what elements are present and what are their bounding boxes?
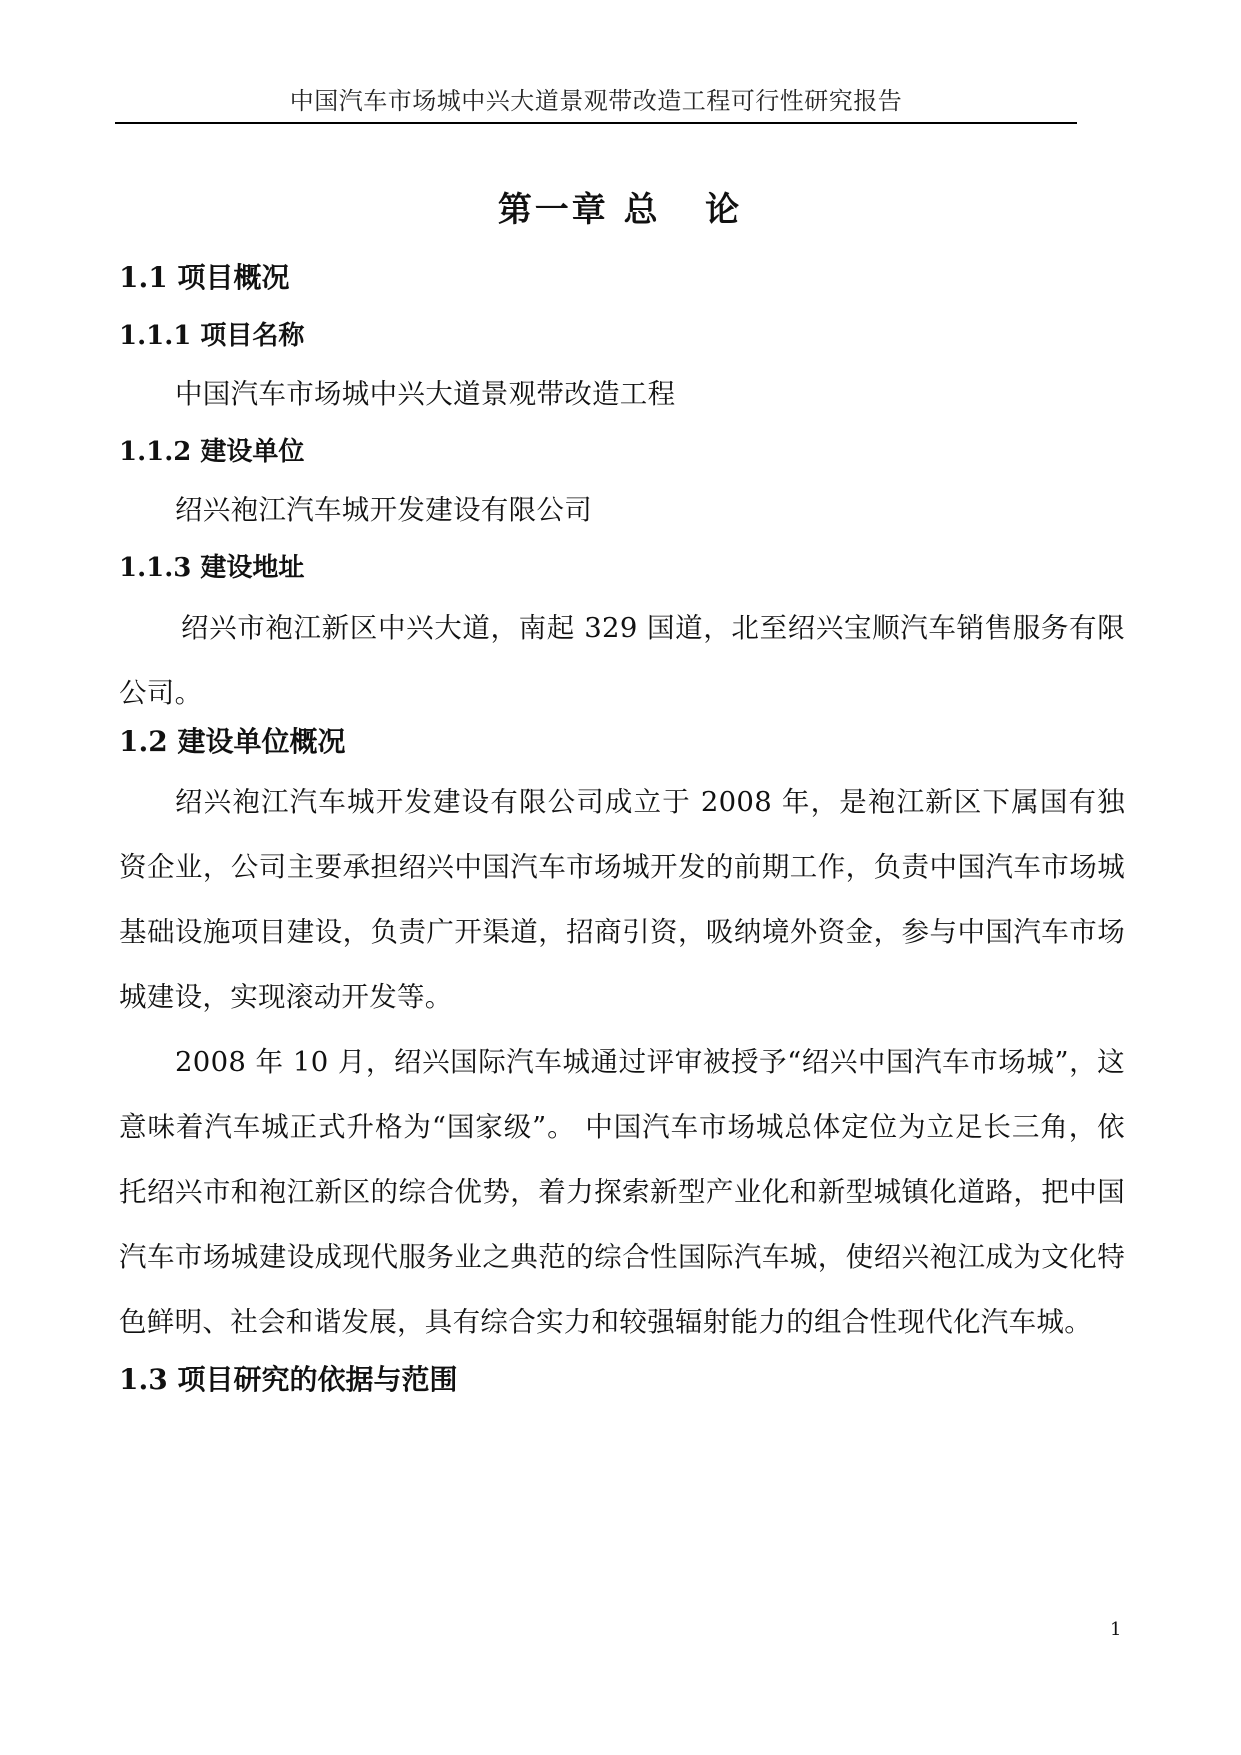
section-heading-1-1-3: 1.1.3 建设地址 (119, 553, 305, 583)
address-text: 绍兴市袍江新区中兴大道，南起 329 国道，北至绍兴宝顺汽车销售服务有限公司。 (119, 612, 1125, 709)
running-header: 中国汽车市场城中兴大道景观带改造工程可行性研究报告 (289, 87, 903, 115)
header-rule (115, 122, 1077, 124)
project-name-text: 中国汽车市场城中兴大道景观带改造工程 (175, 378, 676, 410)
section-heading-1-1-2: 1.1.2 建设单位 (119, 437, 305, 467)
builder-text: 绍兴袍江汽车城开发建设有限公司 (175, 494, 592, 526)
page-number: 1 (1110, 1619, 1122, 1640)
company-overview-paragraph-1: 绍兴袍江汽车城开发建设有限公司成立于 2008 年，是袍江新区下属国有独资企业，公司主要承担绍兴中国汽车市场城开发的前期工作，负责中国汽车市场城基础设施项目建设，负责广开渠道，招商引资，吸纳境外资金，参与中国汽车市场城建设，实现滚动开发等。 (119, 786, 1125, 1013)
section-heading-1-1-1: 1.1.1 项目名称 (119, 321, 305, 351)
section-heading-1-1: 1.1 项目概况 (119, 261, 290, 294)
chapter-title: 第一章 总 论 (497, 190, 743, 230)
section-heading-1-2: 1.2 建设单位概况 (119, 725, 346, 758)
company-overview-paragraph-2: 2008 年 10 月，绍兴国际汽车城通过评审被授予“绍兴中国汽车市场城”，这意味着汽车城正式升格为“国家级”。 中国汽车市场城总体定位为立足长三角，依托绍兴市和袍江新区的综合优势，着力探索新型产业化和新型城镇化道路，把中国汽车市场城建设成现代服务业之典范的综合性国际汽车城，使绍兴袍江成为文化特色鲜明、社会和谐发展，具有综合实力和较强辐射能力的组合性现代化汽车城。 (119, 1046, 1125, 1338)
section-heading-1-3: 1.3 项目研究的依据与范围 (119, 1363, 458, 1396)
